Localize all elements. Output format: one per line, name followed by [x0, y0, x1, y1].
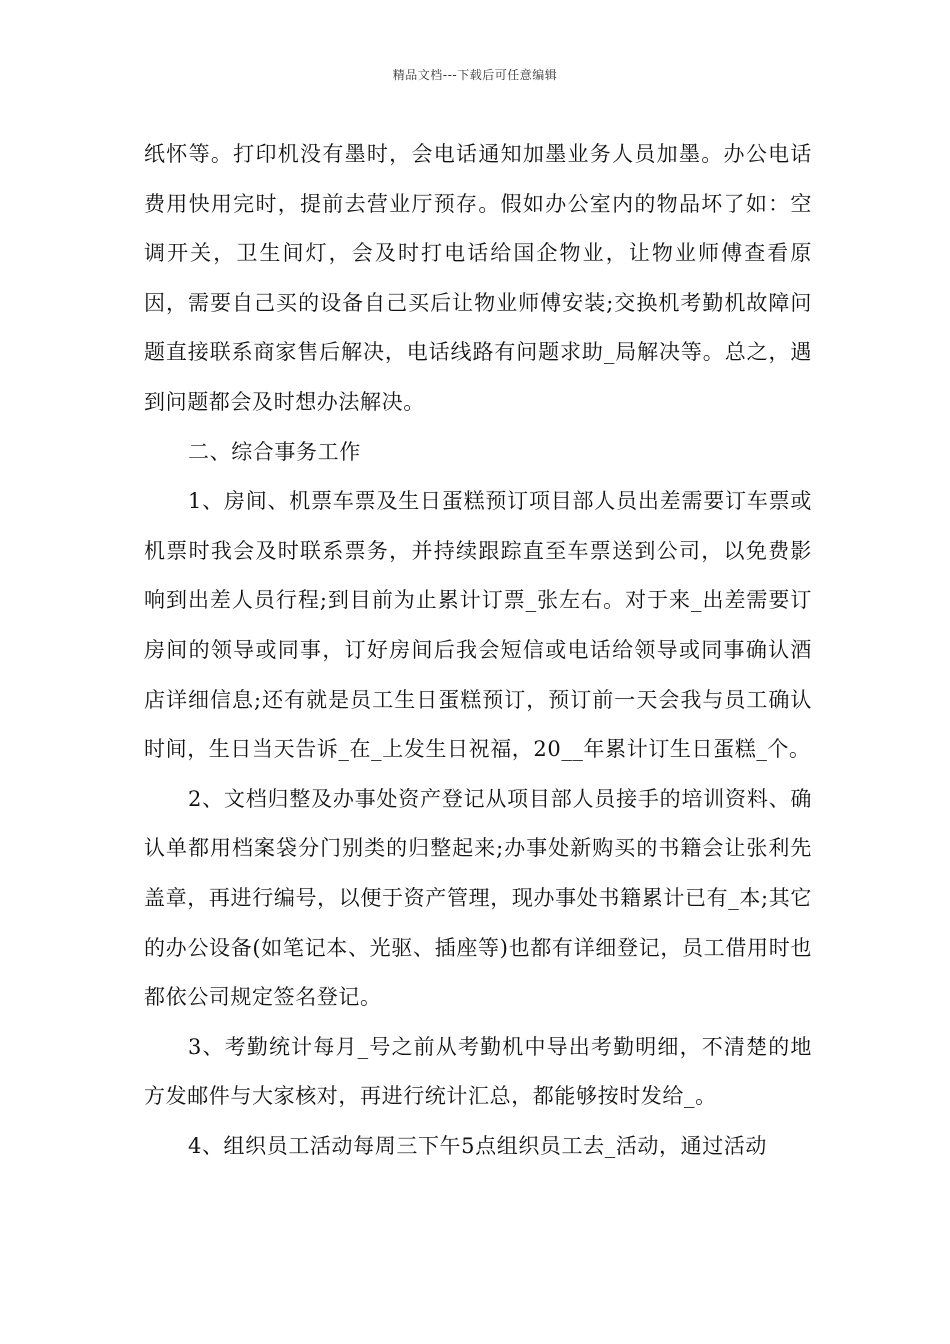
- section-heading: 二、综合事务工作: [188, 439, 361, 464]
- paragraph-item-1: 1、房间、机票车票及生日蛋糕预订项目部人员出差需要订车票或机票时我会及时联系票务，并持续跟踪直至车票送到公司，以免费影响到出差人员行程;到目前为止累计订票_张左右。对于来_出差需要订房间的领导或同事，订好房间后我会短信或电话给领导或同事确认酒店详细信息;还有就是员工生日蛋糕预订，预订前一天会我与员工确认时间，生日当天告诉_在_上发生日祝福，20__年累计订生日蛋糕_个。: [144, 489, 812, 762]
- paragraph-item-2: 2、文档归整及办事处资产登记从项目部人员接手的培训资料、确认单都用档案袋分门别类的归整起来;办事处新购买的书籍会让张利先盖章，再进行编号，以便于资产管理，现办事处书籍累计已有_本;其它的办公设备(如笔记本、光驱、插座等)也都有详细登记，员工借用时也都依公司规定签名登记。: [144, 786, 812, 1010]
- paragraph-item-3: 3、考勤统计每月_号之前从考勤机中导出考勤明细，不清楚的地方发邮件与大家核对，再进行统计汇总，都能够按时发给_。: [144, 1034, 812, 1109]
- document-body: [144, 130, 812, 1171]
- page-header: 精品文档---下载后可任意编辑: [392, 68, 558, 82]
- paragraph-item-4: 4、组织员工活动每周三下午5点组织员工去_活动，通过活动: [188, 1133, 768, 1158]
- paragraph-continuation: 纸怀等。打印机没有墨时，会电话通知加墨业务人员加墨。办公电话费用快用完时，提前去营业厅预存。假如办公室内的物品坏了如：空调开关，卫生间灯，会及时打电话给国企物业，让物业师傅查看原因，需要自己买的设备自己买后让物业师傅安装;交换机考勤机故障问题直接联系商家售后解决，电话线路有问题求助_局解决等。总之，遇到问题都会及时想办法解决。: [144, 142, 812, 414]
